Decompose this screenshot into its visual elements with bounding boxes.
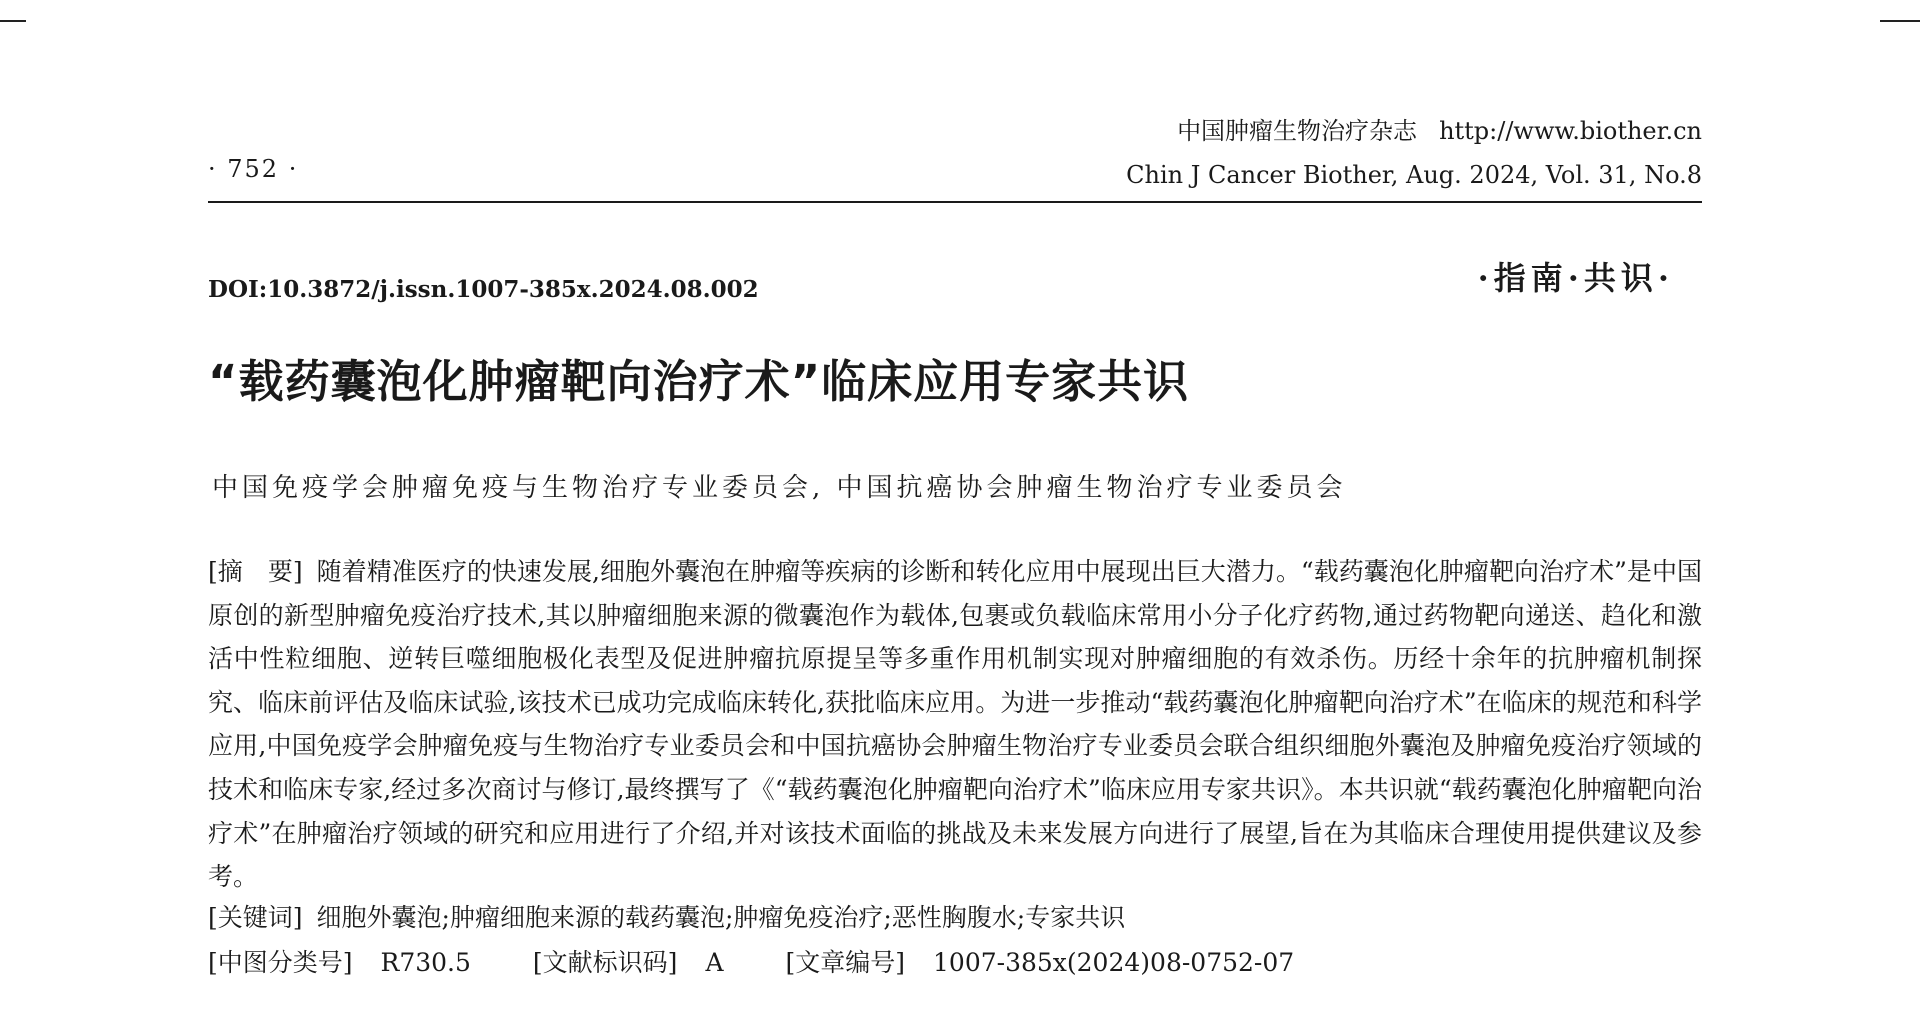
abstract-label: [摘 要] [208, 557, 303, 586]
doi[interactable]: DOI:10.3872/j.issn.1007-385x.2024.08.002 [208, 276, 759, 303]
keywords [208, 898, 1125, 934]
abstract [208, 550, 1702, 899]
authors: 中国免疫学会肿瘤免疫与生物治疗专业委员会, 中国抗癌协会肿瘤生物治疗专业委员会 [212, 473, 1347, 503]
keywords-text: 细胞外囊泡;肿瘤细胞来源的载药囊泡;肿瘤免疫治疗;恶性胸腹水;专家共识 [316, 903, 1126, 932]
journal-header [208, 105, 1702, 201]
clc-value: R730.5 [380, 948, 471, 977]
header-divider [208, 201, 1702, 203]
journal-info [1126, 109, 1702, 197]
abstract-text: 随着精准医疗的快速发展,细胞外囊泡在肿瘤等疾病的诊断和转化应用中展现出巨大潜力。“载药囊泡化肿瘤靶向治疗术”是中国原创的新型肿瘤免疫治疗技术,其以肿瘤细胞来源的微囊泡作为载体,包裹或负载临床常用小分子化疗药物,通过药物靶向递送、趋化和激活中性粒细胞、逆转巨噬细胞极化表型及促进肿瘤抗原提呈等多重作用机制实现对肿瘤细胞的有效杀伤。历经十余年的抗肿瘤机制探究、临床前评估及临床试验,该技术已成功完成临床转化,获批临床应用。为进一步推动“载药囊泡化肿瘤靶向治疗术”在临床的规范和科学应用,中国免疫学会肿瘤免疫与生物治疗专业委员会和中国抗癌协会肿瘤生物治疗专业委员会联合组织细胞外囊泡及肿瘤免疫治疗领域的技术和临床专家,经过多次商讨与修订,最终撰写了《“载药囊泡化肿瘤靶向治疗术”临床应用专家共识》。本共识就“载药囊泡化肿瘤靶向治疗术”在肿瘤治疗领域的研究和应用进行了介绍,并对该技术面临的挑战及未来发展方向进行了展望,旨在为其临床合理使用提供建议及参考。 [208, 557, 1702, 892]
page-number: · 752 · [208, 155, 299, 183]
journal-citation: Chin J Cancer Biother, Aug. 2024, Vol. 31, No.8 [1126, 161, 1702, 189]
clc-label: [中图分类号] [208, 948, 353, 977]
doc-code-item [533, 943, 724, 979]
crop-mark-right [1880, 20, 1920, 22]
clc-item [208, 943, 471, 979]
journal-name-cn: 中国肿瘤生物治疗杂志 [1177, 117, 1418, 145]
article-no-value: 1007-385x(2024)08-0752-07 [933, 948, 1295, 977]
doc-code-value: A [705, 948, 724, 977]
journal-name-line [1126, 109, 1702, 153]
crop-mark-left [0, 20, 26, 22]
article-no-label: [文章编号] [785, 948, 906, 977]
keywords-label: [关键词] [208, 903, 303, 932]
journal-url[interactable]: http://www.biother.cn [1439, 117, 1702, 145]
doc-code-label: [文献标识码] [532, 948, 678, 977]
article-no-item [786, 943, 1295, 979]
column-label: ·指南·共识· [1477, 259, 1674, 297]
classification-line [208, 943, 1294, 979]
article-title: “载药囊泡化肿瘤靶向治疗术”临床应用专家共识 [208, 355, 1190, 408]
